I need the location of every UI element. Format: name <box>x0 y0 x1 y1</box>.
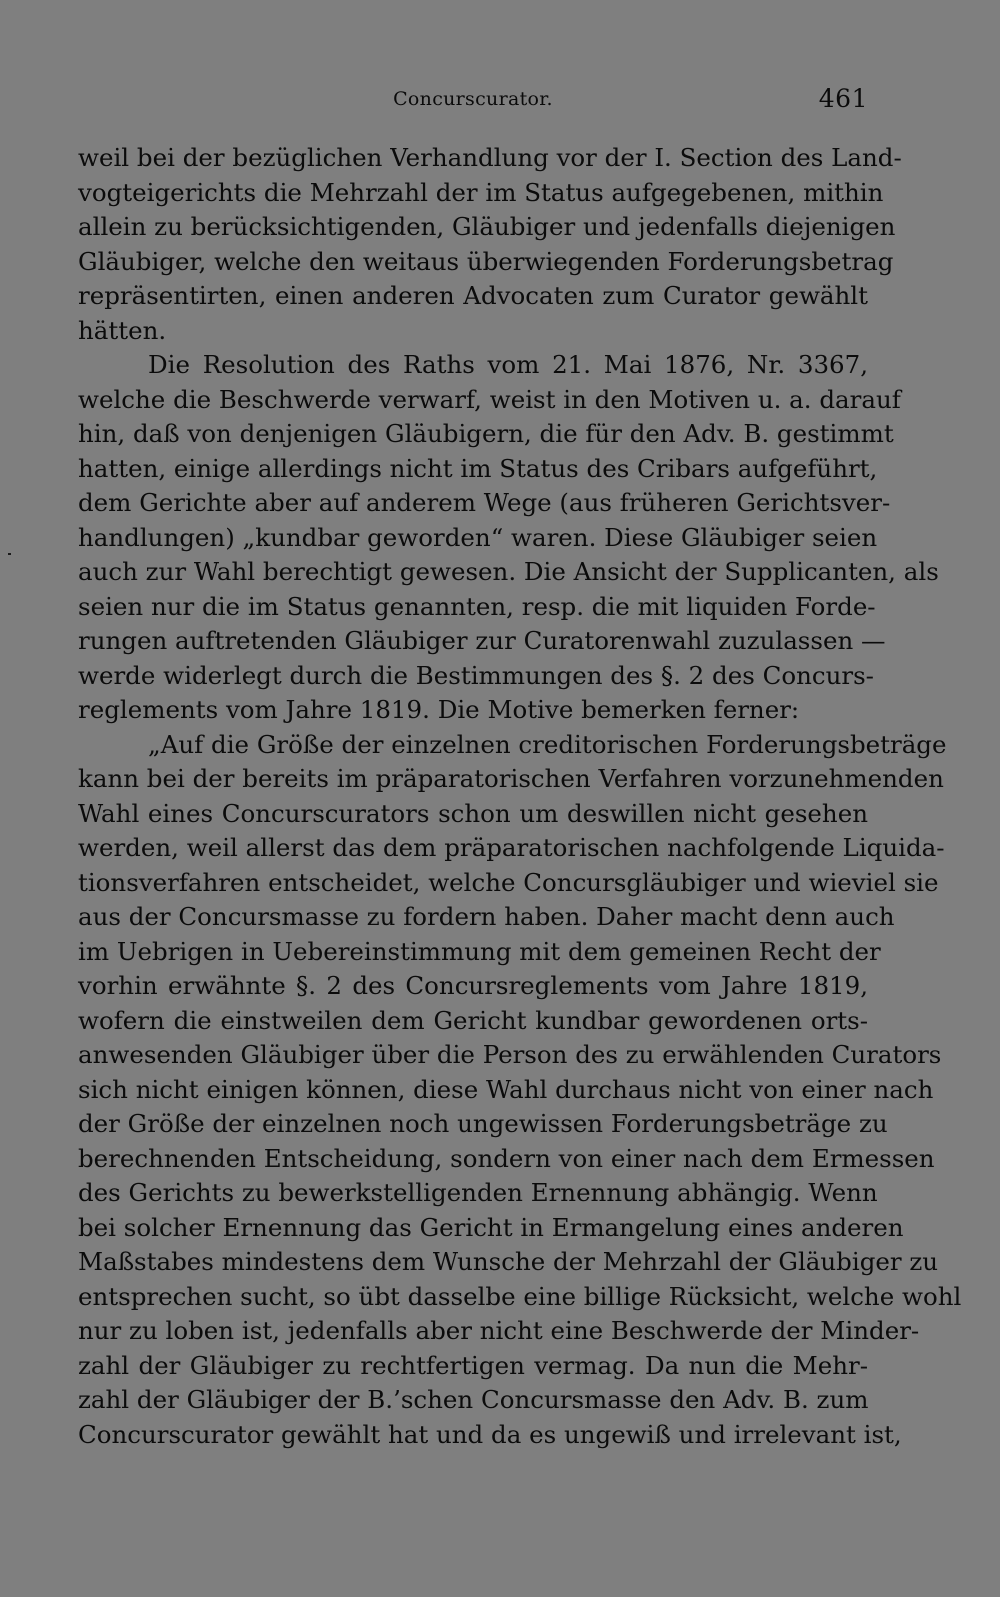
text-line: Wahl eines Concurscurators schon um deswillen nicht gesehen <box>78 798 868 828</box>
text-line: seien nur die im Status genannten, resp. die mit liquiden Forde- <box>78 591 876 621</box>
text-line: im Uebrigen in Uebereinstimmung mit dem gemeinen Recht der <box>78 936 881 966</box>
text-line: aus der Concursmasse zu fordern haben. Daher macht denn auch <box>78 902 895 931</box>
text-line: nur zu loben ist, jedenfalls aber nicht eine Beschwerde der Minder- <box>78 1316 920 1345</box>
text-line: zahl der Gläubiger der B.’schen Concursmasse den Adv. B. zum <box>78 1385 869 1414</box>
text-line: rungen auftretenden Gläubiger zur Curatorenwahl zuzulassen — <box>78 626 886 655</box>
text-line: tionsverfahren entscheidet, welche Concursgläubiger und wieviel sie <box>78 867 939 897</box>
text-line: werde widerlegt durch die Bestimmungen des §. 2 des Concurs- <box>78 660 874 690</box>
text-line: werden, weil allerst das dem präparatorischen nachfolgende Liquida- <box>78 833 945 862</box>
text-line: wofern die einstweilen dem Gericht kundbar gewordenen orts- <box>78 1005 868 1035</box>
text-line: reglements vom Jahre 1819. Die Motive bemerken ferner: <box>78 695 800 724</box>
text-line: weil bei der bezüglichen Verhandlung vor der I. Section des Land- <box>78 143 902 172</box>
text-line: bei solcher Ernennung das Gericht in Ermangelung eines anderen <box>78 1212 904 1242</box>
text-line: der Größe der einzelnen noch ungewissen Forderungsbeträge zu <box>78 1109 888 1138</box>
text-line: zahl der Gläubiger zu rechtfertigen vermag. Da nun die Mehr- <box>78 1350 868 1380</box>
text-line: welche die Beschwerde verwarf, weist in den Motiven u. a. darauf <box>78 384 901 414</box>
text-line: hatten, einige allerdings nicht im Status des Cribars aufgeführt, <box>78 453 878 483</box>
text-line: Maßstabes mindestens dem Wunsche der Mehrzahl der Gläubiger zu <box>78 1247 939 1276</box>
text-line: anwesenden Gläubiger über die Person des zu erwählenden Curators <box>78 1040 942 1069</box>
text-line: handlungen) „kundbar geworden“ waren. Diese Gläubiger seien <box>78 522 878 552</box>
text-line: vorhin erwähnte §. 2 des Concursreglements vom Jahre 1819, <box>78 971 868 1000</box>
text-line: des Gerichts zu bewerkstelligenden Ernennung abhängig. Wenn <box>78 1178 878 1207</box>
text-line: sich nicht einigen können, diese Wahl durchaus nicht von einer nach <box>78 1074 934 1104</box>
text-line: Gläubiger, welche den weitaus überwiegenden Forderungsbetrag <box>78 246 894 276</box>
text-line: hätten. <box>78 315 167 345</box>
text-line: dem Gerichte aber auf anderem Wege (aus früheren Gerichtsver- <box>78 488 891 517</box>
text-line: auch zur Wahl berechtigt gewesen. Die Ansicht der Supplicanten, als <box>78 557 939 586</box>
text-line: entsprechen sucht, so übt dasselbe eine billige Rücksicht, welche wohl <box>78 1281 962 1311</box>
text-line: „Auf die Größe der einzelnen creditorischen Forderungsbeträge <box>148 729 947 759</box>
text-line: Concurscurator gewählt hat und da es ungewiß und irrelevant ist, <box>78 1419 902 1449</box>
running-title: Concurscurator. <box>393 88 553 110</box>
text-line: allein zu berücksichtigenden, Gläubiger und jedenfalls diejenigen <box>78 212 896 241</box>
text-line: vogteigerichts die Mehrzahl der im Status aufgegebenen, mithin <box>78 177 884 207</box>
text-line: repräsentirten, einen anderen Advocaten zum Curator gewählt <box>78 281 868 310</box>
running-head <box>78 84 868 124</box>
margin-speck <box>8 553 11 555</box>
body-text <box>78 141 962 1452</box>
page-number: 461 <box>818 84 868 113</box>
text-line: berechnenden Entscheidung, sondern von einer nach dem Ermessen <box>78 1143 935 1173</box>
text-line: kann bei der bereits im präparatorischen Verfahren vorzunehmenden <box>78 764 944 793</box>
text-line: Die Resolution des Raths vom 21. Mai 1876, Nr. 3367, <box>148 350 868 379</box>
text-line: hin, daß von denjenigen Gläubigern, die für den Adv. B. gestimmt <box>78 419 894 448</box>
